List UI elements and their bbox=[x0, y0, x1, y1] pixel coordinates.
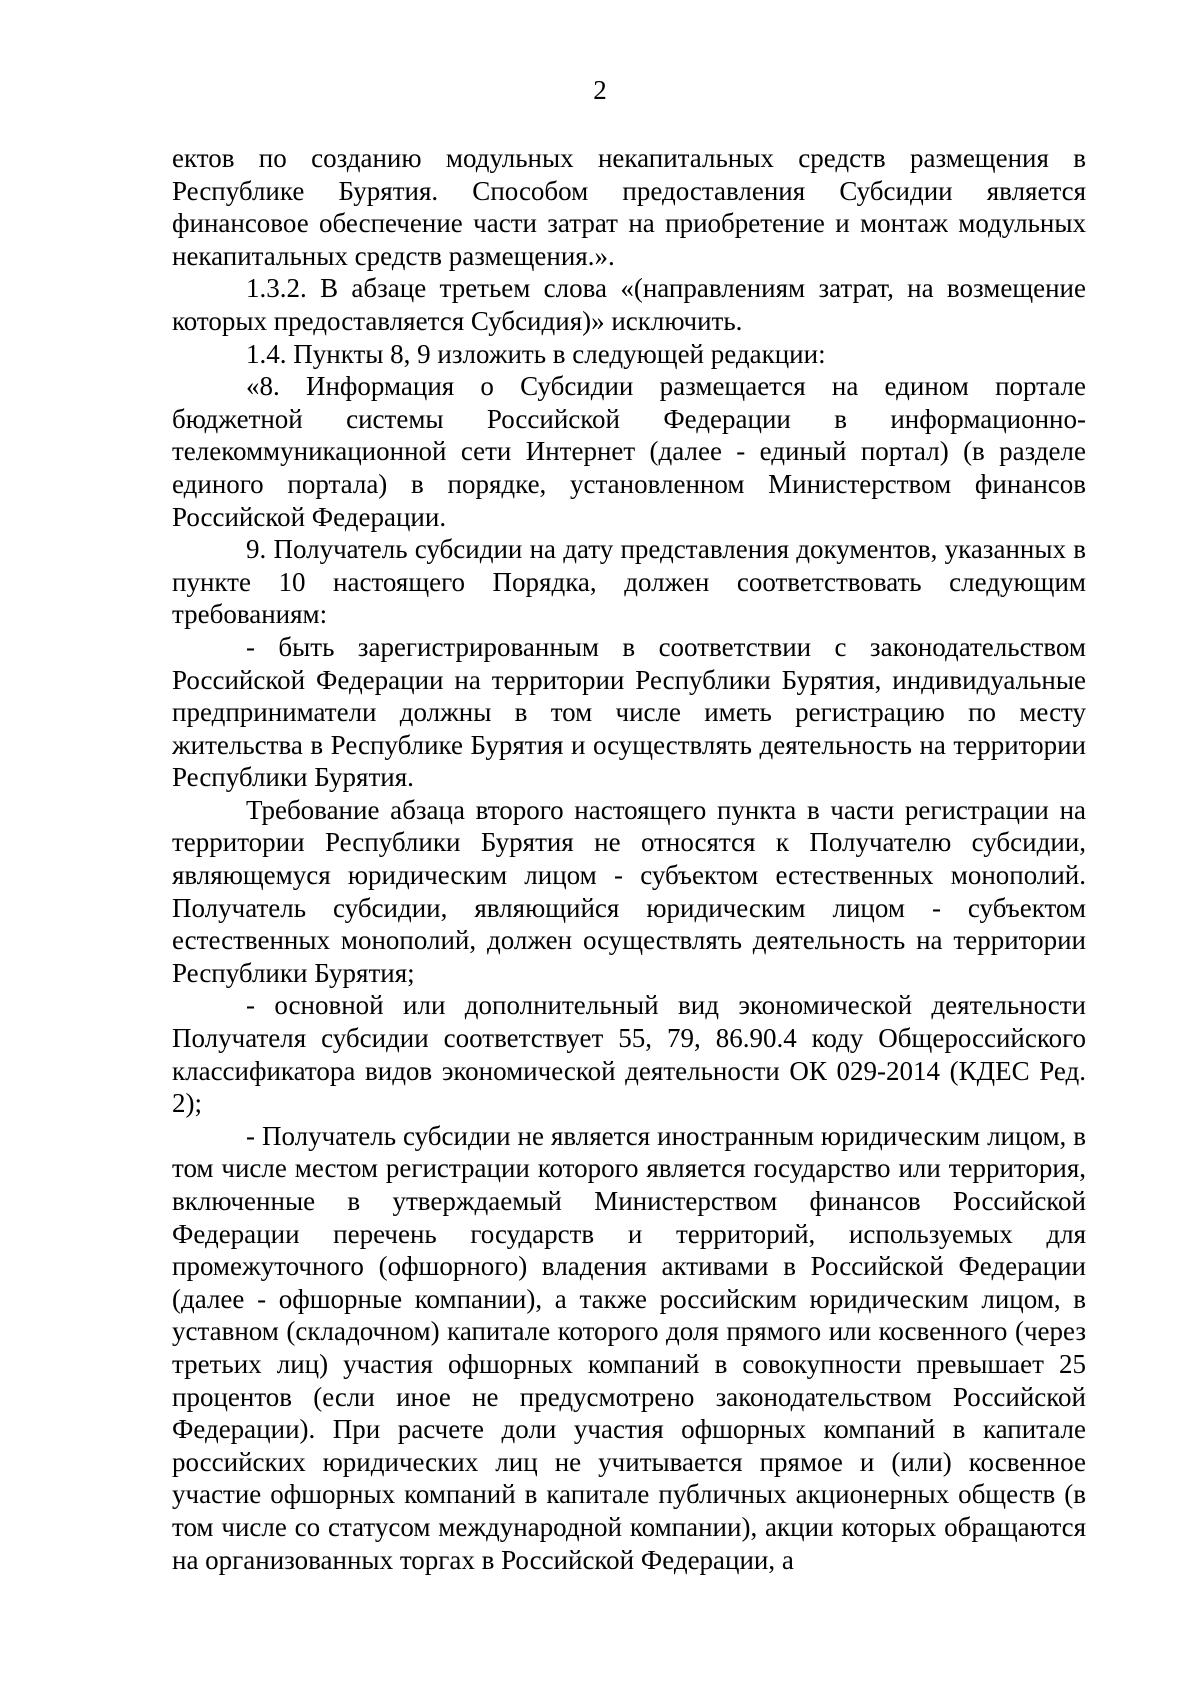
paragraph-1-4: 1.4. Пункты 8, 9 изложить в следующей редакции: bbox=[246, 338, 826, 369]
paragraph-requirement-registration: - быть зарегистрированным в соответствии с законодательством Российской Федерации на территории Республики Бурятия, индивидуальные предприниматели должны в том числе иметь регистрацию по месту жительства в Республике Бурятия и осуществлять деятельность на территории Республики Бурятия. bbox=[172, 631, 1086, 793]
document-body bbox=[172, 142, 1086, 1576]
paragraph-requirement-activity: - основной или дополнительный вид экономической деятельности Получателя субсидии соответствует 55, 79, 86.90.4 коду Общероссийского классификатора видов экономической деятельности ОК 029-2014 (КДЕС Ред. 2); bbox=[172, 990, 1086, 1119]
paragraph-requirement-offshore: - Получатель субсидии не является иностранным юридическим лицом, в том числе местом регистрации которого является государство или территория, включенные в утверждаемый Министерством финансов Российской Федерации перечень государств и территорий, используемых для промежуточного (офшорного) владения активами в Российской Федерации (далее - офшорные компании), а также российским юридическим лицом, в уставном (складочном) капитале которого доля прямого или косвенного (через третьих лиц) участия офшорных компаний в совокупности превышает 25 процентов (если иное не предусмотрено законодательством Российской Федерации). При расчете доли участия офшорных компаний в капитале российских юридических лиц не учитывается прямое и (или) косвенное участие офшорных компаний в капитале публичных акционерных обществ (в том числе со статусом международной компании), акции которых обращаются на организованных торгах в Российской Федерации, а bbox=[172, 1120, 1086, 1575]
paragraph-1-3-2: 1.3.2. В абзаце третьем слова «(направлениям затрат, на возмещение которых предоставляется Субсидия)» исключить. bbox=[172, 273, 1086, 336]
paragraph-item-8: «8. Информация о Субсидии размещается на едином портале бюджетной системы Российской Федерации в информационно-телекоммуникационной сети Интернет (далее - единый портал) (в разделе единого портала) в порядке, установленном Министерством финансов Российской Федерации. bbox=[172, 371, 1086, 532]
paragraph-subsidy-method: ектов по созданию модульных некапитальных средств размещения в Республике Бурятия. Способом предоставления Субсидии является финансовое обеспечение части затрат на приобретение и монтаж модульных некапитальных средств размещения.». bbox=[172, 143, 1086, 271]
paragraph-item-9: 9. Получатель субсидии на дату представления документов, указанных в пункте 10 настоящего Порядка, должен соответствовать следующим требованиям: bbox=[172, 534, 1086, 630]
paragraph-requirement-exception: Требование абзаца второго настоящего пункта в части регистрации на территории Республики Бурятия не относятся к Получателю субсидии, являющемуся юридическим лицом - субъектом естественных монополий. Получатель субсидии, являющийся юридическим лицом - субъектом естественных монополий, должен осуществлять деятельность на территории Республики Бурятия; bbox=[172, 794, 1086, 988]
page-number: 2 bbox=[593, 75, 607, 105]
